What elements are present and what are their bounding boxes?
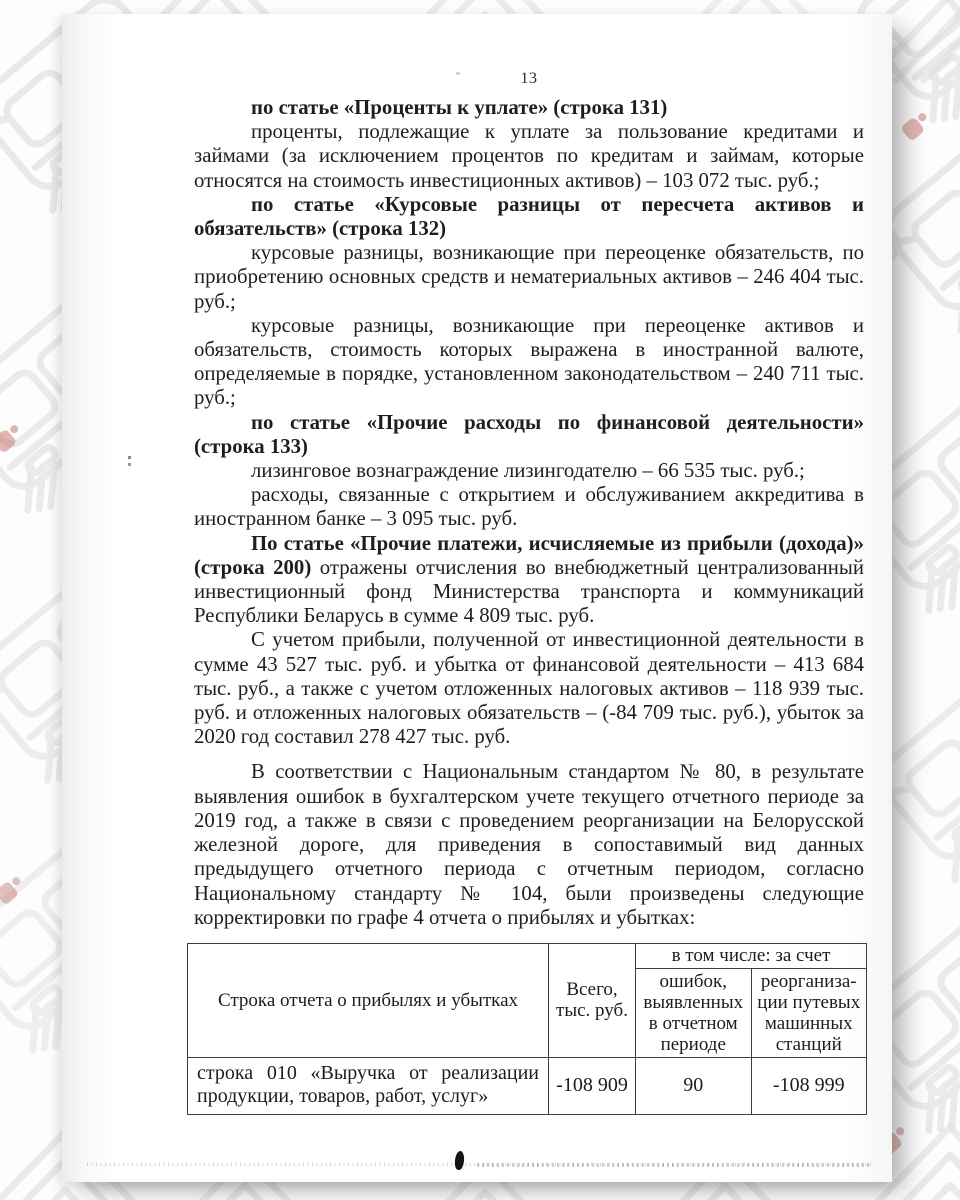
paragraph: лизинговое вознаграждение лизингодателю – 66 535 тыс. руб.; <box>251 459 805 483</box>
scan-noise-line <box>477 1163 872 1167</box>
paragraph: курсовые разницы, возникающие при переоценке обязательств, по приобретению основных средств и нематериальных активов – 246 404 тыс. руб.; <box>194 241 864 313</box>
paragraph: По статье «Прочие платежи, исчисляемые из прибыли (дохода)» (строка 200) отражены отчисления во внебюджетный централизованный инвестиционный фонд Министерства транспорта и коммуникаций Республики Беларусь в сумме 4 809 тыс. руб. <box>194 531 864 628</box>
document-page <box>62 14 892 1182</box>
table-cell-total: -108 909 <box>549 1057 636 1114</box>
paragraph-heading: по статье «Проценты к уплате» (строка 131) <box>251 96 668 119</box>
corrections-table <box>187 943 867 1115</box>
table-header-total: Всего, тыс. руб. <box>549 943 636 1057</box>
scan-ink-blob <box>454 1151 465 1171</box>
table-row <box>188 1057 867 1114</box>
table-header-row-label: Строка отчета о прибылях и убытках <box>188 943 549 1057</box>
paragraph-heading: по статье «Прочие расходы по финансовой деятельности» (строка 133) <box>194 410 864 458</box>
table-cell-row-label: строка 010 «Выручка от реализации продукции, товаров, работ, услуг» <box>188 1057 549 1114</box>
paragraph: проценты, подлежащие к уплате за пользование кредитами и займами (за исключением процентов по кредитам и займам, которые относятся на стоимость инвестиционных активов) – 103 072 тыс. руб.; <box>194 120 864 192</box>
table-header-including: в том числе: за счет <box>636 943 867 968</box>
paragraph: С учетом прибыли, полученной от инвестиционной деятельности в сумме 43 527 тыс. руб. и убытка от финансовой деятельности – 413 684 тыс. руб., а также с учетом отложенных налоговых активов – 118 939 тыс. руб. и отложенных налоговых обязательств – (-84 709 тыс. руб.), убыток за 2020 год составил 278 427 тыс. руб. <box>194 628 864 749</box>
red-stamp-icon <box>0 874 27 906</box>
table-cell-reorg: -108 999 <box>751 1057 867 1114</box>
paragraph: расходы, связанные с открытием и обслуживанием аккредитива в иностранном банке – 3 095 тыс. руб. <box>194 483 864 531</box>
page-number: 13 <box>520 70 538 87</box>
red-stamp-icon <box>900 110 933 142</box>
table-header-errors: ошибок, выявленных в отчетном периоде <box>636 968 752 1057</box>
page-content <box>194 96 864 1115</box>
paragraph: курсовые разницы, возникающие при переоценке активов и обязательств, стоимость которых выражена в иностранной валюте, определяемые в порядке, установленном законодательством – 240 711 тыс. руб.; <box>194 313 864 410</box>
paragraph-heading: по статье «Курсовые разницы от пересчета активов и обязательств» (строка 132) <box>194 192 864 241</box>
scan-artifact <box>456 72 460 75</box>
paragraph: В соответствии с Национальным стандартом № 80, в результате выявления ошибок в бухгалтерском учете текущего отчетного периоде за 2019 год, а также в связи с проведением реорганизации на Белорусской железной дороге, для приведения в сопоставимый вид данных предыдущего отчетного периода с отчетным периодом, согласно Национальному стандарту № 104, были произведены следующие корректировки по графе 4 отчета о прибылях и убытках: <box>194 760 864 929</box>
scan-artifact <box>128 456 131 466</box>
table-cell-errors: 90 <box>636 1057 752 1114</box>
paragraph-bold-lead: По статье «Прочие платежи, исчисляемые из прибыли (дохода)» (строка 200) <box>194 531 864 579</box>
paragraph-block <box>194 96 864 930</box>
table-header-reorg: реорганиза-ции путевых машинных станций <box>751 968 867 1057</box>
